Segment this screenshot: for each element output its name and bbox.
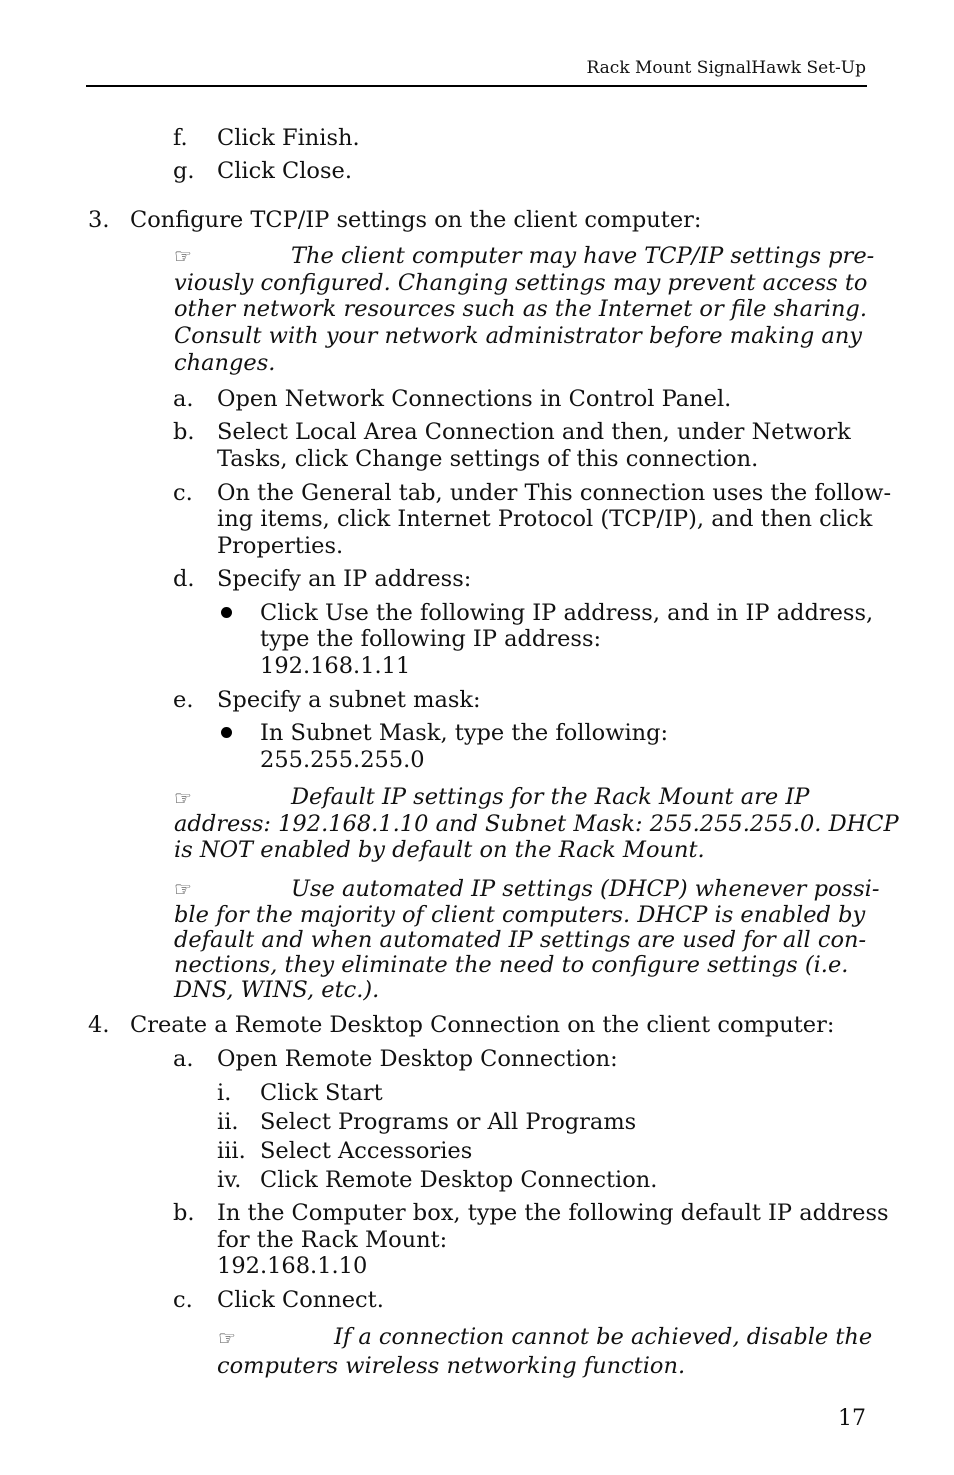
ip-address-value: 192.168.1.10 <box>217 1253 368 1279</box>
pointing-hand-icon: ☞ <box>174 877 192 901</box>
note-text: viously configured. Changing settings may prevent access to <box>174 270 868 296</box>
step-text: Click Close. <box>217 158 352 184</box>
step-number: 3. <box>88 207 110 233</box>
step-text: Click Connect. <box>217 1287 384 1313</box>
note-text: computers wireless networking function. <box>217 1353 686 1379</box>
note-text: Default IP settings for the Rack Mount are IP <box>291 784 810 810</box>
step-text: Configure TCP/IP settings on the client computer: <box>130 207 702 233</box>
pointing-hand-icon: ☞ <box>174 786 192 810</box>
step-marker: d. <box>173 566 195 592</box>
step-text: Properties. <box>217 533 344 559</box>
note-text: The client computer may have TCP/IP settings pre- <box>291 243 875 269</box>
substep-marker: ii. <box>217 1109 239 1135</box>
step-text: Select Local Area Connection and then, under Network <box>217 419 851 445</box>
subnet-mask-value: 255.255.255.0 <box>260 747 425 773</box>
substep-marker: iii. <box>217 1138 246 1164</box>
step-marker: f. <box>173 125 188 151</box>
step-marker: a. <box>173 386 194 412</box>
substep-marker: iv. <box>217 1167 242 1193</box>
note-text: nections, they eliminate the need to configure settings (i.e. <box>174 952 849 978</box>
note-text: other network resources such as the Internet or file sharing. <box>174 296 867 322</box>
note-text: address: 192.168.1.10 and Subnet Mask: 255.255.255.0. DHCP <box>174 811 899 837</box>
step-text: Create a Remote Desktop Connection on the client computer: <box>130 1012 835 1038</box>
bullet-text: In Subnet Mask, type the following: <box>260 720 669 746</box>
note-text: default and when automated IP settings are used for all con- <box>174 927 867 953</box>
step-marker: a. <box>173 1046 194 1072</box>
step-text: ing items, click Internet Protocol (TCP/IP), and then click <box>217 506 873 532</box>
step-marker: c. <box>173 480 193 506</box>
substep-text: Click Remote Desktop Connection. <box>260 1167 658 1193</box>
step-marker: g. <box>173 158 195 184</box>
step-marker: b. <box>173 1200 195 1226</box>
note-text: DNS, WINS, etc.). <box>174 977 380 1003</box>
step-text: On the General tab, under This connection uses the follow- <box>217 480 892 506</box>
bullet-icon <box>221 727 232 738</box>
bullet-text: type the following IP address: <box>260 626 602 652</box>
step-text: In the Computer box, type the following default IP address <box>217 1200 889 1226</box>
step-text: Click Finish. <box>217 125 360 151</box>
substep-text: Select Programs or All Programs <box>260 1109 637 1135</box>
substep-text: Click Start <box>260 1080 383 1106</box>
step-marker: b. <box>173 419 195 445</box>
pointing-hand-icon: ☞ <box>218 1326 236 1350</box>
step-text: for the Rack Mount: <box>217 1227 448 1253</box>
step-marker: c. <box>173 1287 193 1313</box>
substep-text: Select Accessories <box>260 1138 473 1164</box>
note-text: changes. <box>174 350 276 376</box>
step-text: Open Remote Desktop Connection: <box>217 1046 618 1072</box>
step-text: Specify an IP address: <box>217 566 472 592</box>
step-marker: e. <box>173 687 194 713</box>
ip-address-value: 192.168.1.11 <box>260 653 411 679</box>
running-header: Rack Mount SignalHawk Set-Up <box>586 58 866 78</box>
page-number: 17 <box>838 1406 866 1431</box>
pointing-hand-icon: ☞ <box>174 244 192 268</box>
step-number: 4. <box>88 1012 110 1038</box>
bullet-text: Click Use the following IP address, and in IP address, <box>260 600 874 626</box>
step-text: Specify a subnet mask: <box>217 687 481 713</box>
header-rule <box>86 85 867 87</box>
step-text: Tasks, click Change settings of this connection. <box>217 446 759 472</box>
note-text: Use automated IP settings (DHCP) whenever possi- <box>291 876 880 902</box>
note-text: ble for the majority of client computers. DHCP is enabled by <box>174 902 866 928</box>
substep-marker: i. <box>217 1080 232 1106</box>
bullet-icon <box>221 607 232 618</box>
note-text: is NOT enabled by default on the Rack Mount. <box>174 837 705 863</box>
step-text: Open Network Connections in Control Panel. <box>217 386 732 412</box>
note-text: If a connection cannot be achieved, disable the <box>334 1324 873 1350</box>
note-text: Consult with your network administrator before making any <box>174 323 863 349</box>
